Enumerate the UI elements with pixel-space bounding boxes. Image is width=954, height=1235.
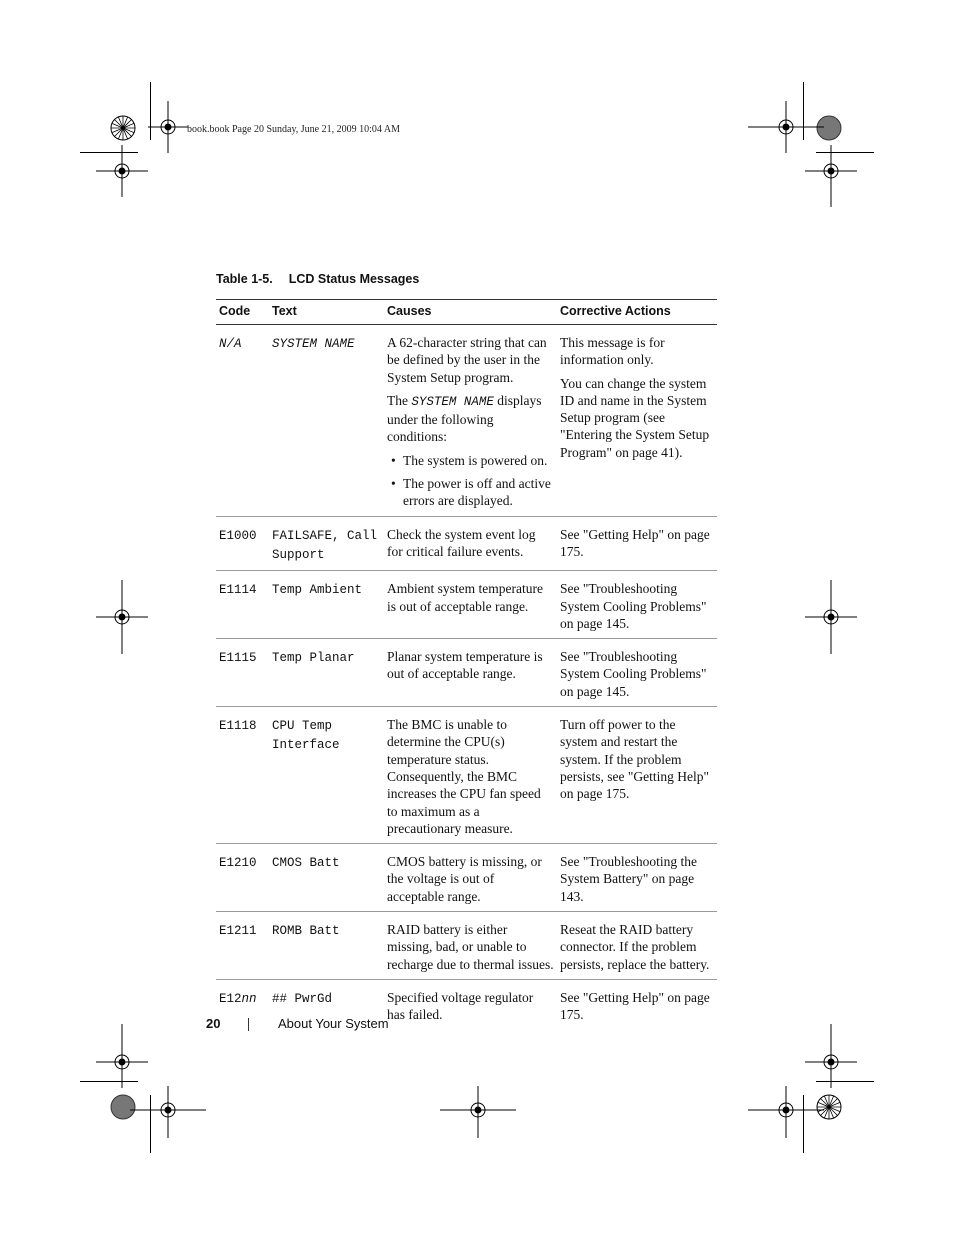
code-value: E1211 — [219, 924, 257, 939]
cell-code — [216, 979, 269, 1029]
cell-code — [216, 639, 269, 707]
actions-paragraph: This message is for information only. — [560, 335, 665, 368]
causes-paragraph: A 62-character string that can be defined by the user in the System Setup program. — [387, 335, 547, 385]
cell-actions: See "Getting Help" on page 175. — [560, 989, 710, 1023]
cell-actions: See "Troubleshooting System Cooling Problems" on page 145. — [557, 571, 717, 639]
cell-causes: Planar system temperature is out of acceptable range. — [384, 639, 557, 707]
table-row — [216, 912, 717, 980]
crosshair-mark-icon — [805, 1024, 857, 1088]
cell-code — [216, 912, 269, 980]
crosshair-mark-icon — [805, 580, 857, 654]
table-row — [216, 516, 717, 571]
footer-section-title: About Your System — [278, 1016, 389, 1031]
column-header-code: Code — [216, 300, 269, 325]
cell-causes: The BMC is unable to determine the CPU(s) temperature status. Consequently, the BMC increases the CPU fan speed to maximum as a precautionary measure. — [384, 707, 557, 844]
cell-code — [216, 571, 269, 639]
lcd-text-value: FAILSAFE, Call Support — [272, 528, 378, 562]
cell-text — [269, 571, 384, 639]
actions-paragraph: You can change the system ID and name in the System Setup program (see "Entering the System Setup Program" on page 41). — [560, 375, 710, 460]
table-caption-title: LCD Status Messages — [288, 272, 420, 286]
table-row — [216, 325, 717, 517]
cell-actions: See "Getting Help" on page 175. — [557, 516, 717, 571]
causes-paragraph: The SYSTEM NAME displays under the following conditions: — [387, 392, 542, 445]
cell-code — [216, 707, 269, 844]
column-header-actions: Corrective Actions — [557, 300, 717, 325]
crosshair-mark-icon — [148, 101, 188, 153]
cell-actions: See "Troubleshooting the System Battery" on page 143. — [557, 844, 717, 912]
code-value-variable: nn — [241, 991, 257, 1006]
cell-actions: Reseat the RAID battery connector. If the problem persists, replace the battery. — [557, 912, 717, 980]
cell-text — [269, 516, 384, 571]
lcd-text-value: Temp Planar — [272, 651, 355, 666]
cell-causes: CMOS battery is missing, or the voltage is out of acceptable range. — [384, 844, 557, 912]
column-header-text: Text — [269, 300, 384, 325]
cell-causes: RAID battery is either missing, bad, or unable to recharge due to thermal issues. — [384, 912, 557, 980]
starburst-mark-icon — [110, 115, 136, 141]
cell-text — [269, 325, 384, 517]
lcd-text-value: SYSTEM NAME — [272, 337, 355, 351]
cell-actions — [557, 325, 717, 517]
cell-code — [216, 844, 269, 912]
crosshair-mark-icon — [805, 145, 857, 207]
code-value: E1000 — [219, 528, 257, 543]
table-row — [216, 844, 717, 912]
code-value: E1118 — [219, 719, 257, 734]
cell-causes: Specified voltage regulator has failed. — [387, 989, 534, 1023]
code-value: E1114 — [219, 583, 257, 598]
table-caption — [216, 272, 419, 286]
cell-causes: Ambient system temperature is out of acceptable range. — [384, 571, 557, 639]
code-value: E1115 — [219, 651, 257, 666]
table-caption-label: Table 1-5. — [216, 272, 273, 286]
lcd-text-value: ## PwrGd — [272, 991, 333, 1006]
list-item: • The power is off and active errors are displayed. — [387, 475, 554, 510]
lcd-text-value: Temp Ambient — [272, 583, 363, 598]
footer-divider — [248, 1018, 249, 1031]
table-row — [216, 571, 717, 639]
code-value: N/A — [219, 337, 242, 351]
column-header-causes: Causes — [384, 300, 557, 325]
crosshair-mark-icon — [130, 1086, 206, 1138]
cell-actions: See "Troubleshooting System Cooling Problems" on page 145. — [557, 639, 717, 707]
inline-code: SYSTEM NAME — [411, 394, 494, 409]
cell-causes — [384, 325, 557, 517]
cell-text — [269, 639, 384, 707]
cell-code — [216, 516, 269, 571]
cell-causes: Check the system event log for critical failure events. — [384, 516, 557, 571]
page-number: 20 — [206, 1016, 221, 1031]
crosshair-mark-icon — [96, 145, 148, 197]
lcd-text-value: ROMB Batt — [272, 924, 340, 939]
conditions-list — [387, 452, 554, 510]
cell-text — [269, 844, 384, 912]
code-value: E1210 — [219, 856, 257, 871]
table-row — [216, 707, 717, 844]
cell-actions: Turn off power to the system and restart the system. If the problem persists, see "Getting Help" on page 175. — [557, 707, 717, 844]
lcd-status-table — [216, 299, 717, 1030]
crosshair-mark-icon — [96, 580, 148, 654]
cell-text — [269, 912, 384, 980]
cell-code — [216, 325, 269, 517]
lcd-text-value: CPU Temp Interface — [272, 719, 340, 753]
crosshair-mark-icon — [440, 1086, 516, 1138]
lcd-text-value: CMOS Batt — [272, 856, 340, 871]
print-header: book.book Page 20 Sunday, June 21, 2009 10:04 AM — [187, 124, 400, 135]
table-row — [216, 639, 717, 707]
list-item: • The system is powered on. — [387, 452, 554, 469]
crosshair-mark-icon — [96, 1024, 148, 1088]
cell-text — [269, 707, 384, 844]
code-value-prefix: E12 — [219, 991, 242, 1006]
crosshair-mark-icon — [748, 1086, 824, 1138]
table-header-row — [216, 300, 717, 325]
